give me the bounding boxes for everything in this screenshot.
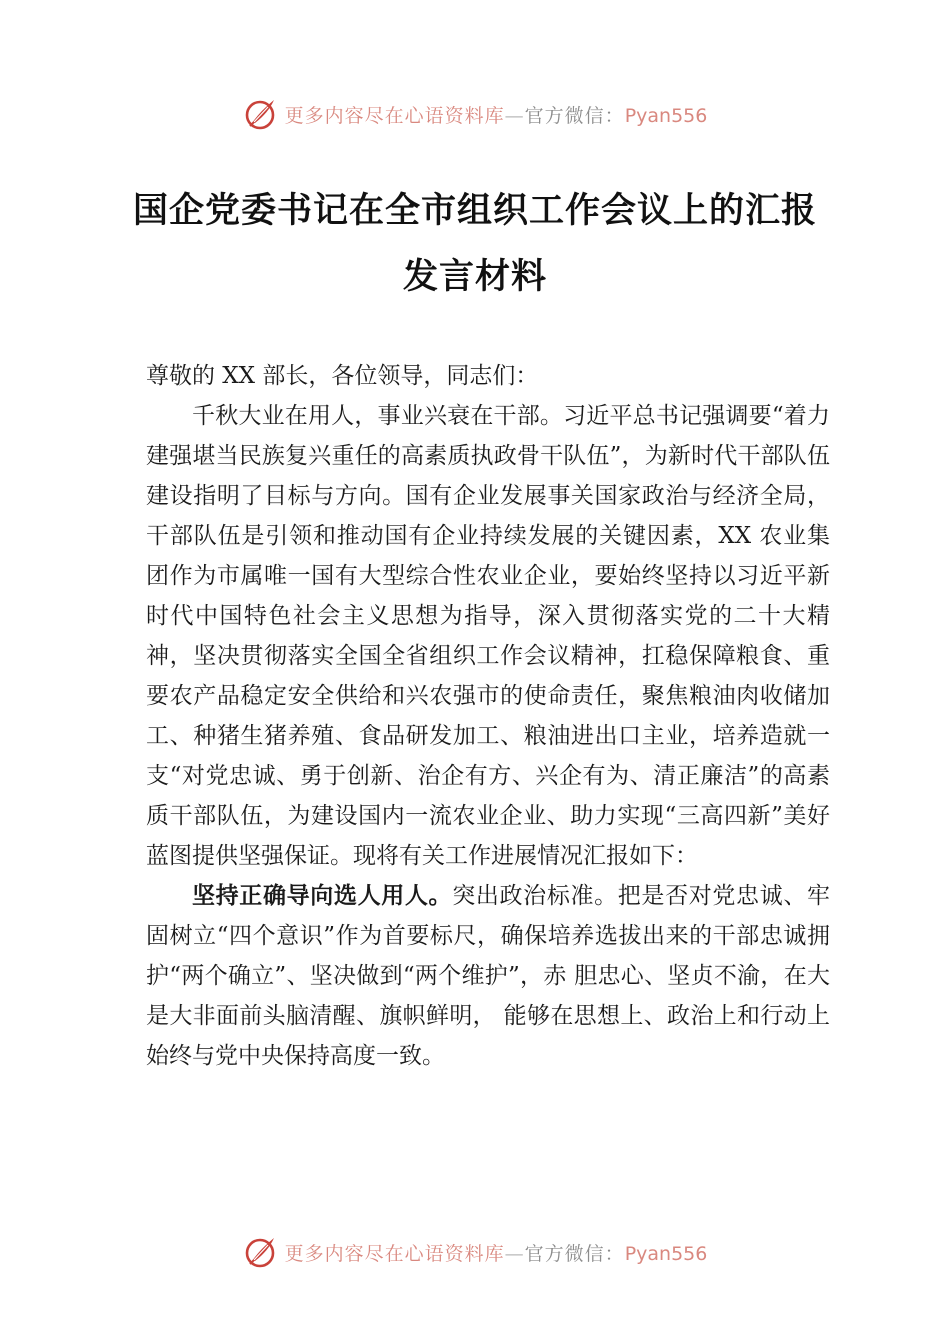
footer-banner-text: 更多内容尽在心语资料库—官方微信：Pyan556 [284, 1242, 708, 1265]
section-paragraph [146, 876, 830, 1076]
document-title: 国企党委书记在全市组织工作会议上的汇报发言材料 [132, 190, 817, 297]
quill-pen-logo-icon [243, 96, 279, 132]
salutation: 尊敬的 XX 部长，各位领导，同志们： [146, 363, 539, 389]
section-text: 突出政治标准。把是否对党忠诚、牢固树立“四个意识”作为首要标尺，确保培养选拔出来的干部忠诚拥护“两个确立”、坚决做到“两个维护”，赤 胆忠心、坚贞不渝，在大是大非面前头脑清醒、旗帜鲜明， 能够在思想上、政治上和行动上始终与党中央保持高度一致。 [146, 883, 831, 1069]
wechat-id: Pyan556 [624, 1242, 708, 1265]
document-body [146, 356, 830, 1076]
header-banner [0, 92, 950, 136]
header-banner-text: 更多内容尽在心语资料库—官方微信：Pyan556 [284, 104, 708, 127]
section-heading: 坚持正确导向选人用人。 [192, 883, 453, 909]
wechat-id: Pyan556 [624, 104, 708, 127]
intro-paragraph: 千秋大业在用人，事业兴衰在干部。习近平总书记强调要“着力建强堪当民族复兴重任的高素质执政骨干队伍”，为新时代干部队伍建设指明了目标与方向。国有企业发展事关国家政治与经济全局，干部队伍是引领和推动国有企业持续发展的关键因素，XX 农业集团作为市属唯一国有大型综合性农业企业，要始终坚持以习近平新时代中国特色社会主义思想为指导，深入贯彻落实党的二十大精神，坚决贯彻落实全国全省组织工作会议精神，扛稳保障粮食、重要农产品稳定安全供给和兴农强市的使命责任，聚焦粮油肉收储加工、种猪生猪养殖、食品研发加工、粮油进出口主业，培养造就一支“对党忠诚、勇于创新、治企有方、兴企有为、清正廉洁”的高素质干部队伍，为建设国内一流农业企业、助力实现“三高四新”美好蓝图提供坚强保证。现将有关工作进展情况汇报如下： [146, 403, 830, 869]
quill-pen-logo-icon [243, 1234, 279, 1270]
footer-banner [0, 1230, 950, 1274]
